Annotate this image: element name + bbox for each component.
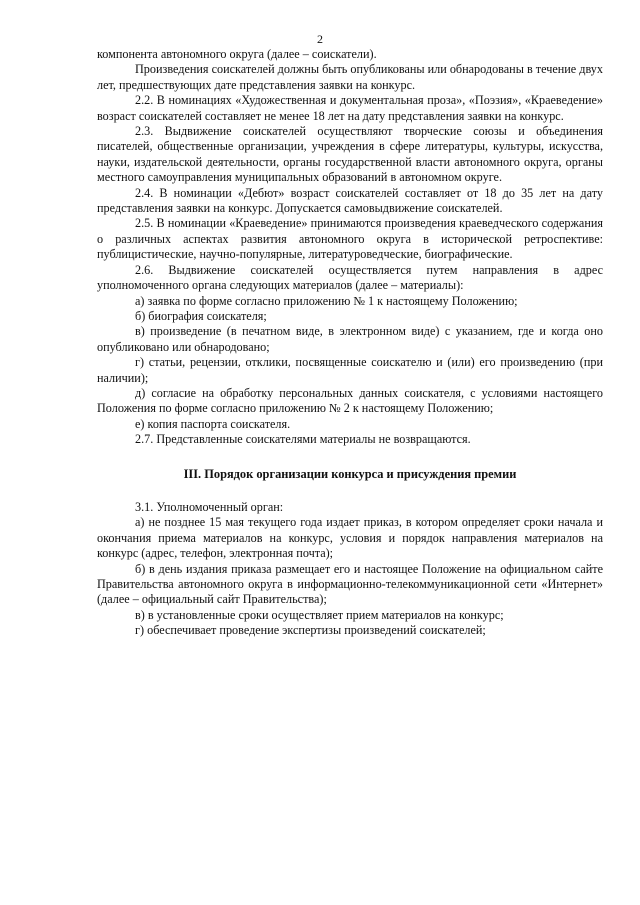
list-item: б) в день издания приказа размещает его и настоящее Положение на официальном сайте Правительства автономного округа в информационно-телекоммуникационной сети «Интернет» (далее – официальный сайт Правительства); [97, 561, 603, 607]
section-heading: III. Порядок организации конкурса и присуждения премии [183, 466, 517, 481]
list-item: е) копия паспорта соискателя. [135, 416, 291, 431]
document-body [97, 47, 603, 639]
paragraph: 2.6. Выдвижение соискателей осуществляется путем направления в адрес уполномоченного органа следующих материалов (далее – материалы): [97, 262, 603, 293]
list-item: в) произведение (в печатном виде, в электронном виде) с указанием, где и когда оно опубликовано или обнародовано; [97, 324, 603, 354]
paragraph: Произведения соискателей должны быть опубликованы или обнародованы в течение двух лет, предшествующих дате представления заявки на конкурс. [97, 62, 603, 92]
paragraph: компонента автономного округа (далее – соискатели). [97, 47, 377, 61]
paragraph: 2.3. Выдвижение соискателей осуществляют творческие союзы и объединения писателей, общественные организации, учреждения в сфере литературы, культуры, искусства, науки, издательской деятельности, органы государственной власти автономного округа, органы местного самоуправления муниципальных образований в автономном округе. [97, 124, 603, 185]
paragraph: 2.2. В номинациях «Художественная и документальная проза», «Поэзия», «Краеведение» возраст соискателей составляет не менее 18 лет на дату представления заявки на конкурс. [97, 93, 603, 123]
list-item: б) биография соискателя; [135, 308, 267, 323]
list-item: г) обеспечивает проведение экспертизы произведений соискателей; [135, 623, 486, 638]
list-item: в) в установленные сроки осуществляет прием материалов на конкурс; [135, 607, 504, 622]
list-item: д) согласие на обработку персональных данных соискателя, с условиями настоящего Положения по форме согласно приложению № 2 к настоящему Положению; [97, 385, 603, 416]
paragraph: 3.1. Уполномоченный орган: [135, 499, 284, 514]
list-item: а) заявка по форме согласно приложению № 1 к настоящему Положению; [135, 293, 518, 308]
paragraph: 2.5. В номинации «Краеведение» принимаются произведения краеведческого содержания о различных аспектах развития автономного округа в исторической ретроспективе: публицистические, научно-популярные, литературоведческие, биографические. [97, 216, 603, 262]
paragraph: 2.4. В номинации «Дебют» возраст соискателей составляет от 18 до 35 лет на дату представления заявки на конкурс. Допускается самовыдвижение соискателей. [97, 185, 603, 216]
list-item: г) статьи, рецензии, отклики, посвященные соискателю и (или) его произведению (при наличии); [97, 355, 603, 385]
list-item: а) не позднее 15 мая текущего года издает приказ, в котором определяет сроки начала и окончания приема материалов на конкурс, условия и порядок направления материалов на конкурс (адрес, телефон, электронная почта); [97, 515, 603, 561]
page-number: 2 [317, 32, 323, 46]
paragraph: 2.7. Представленные соискателями материалы не возвращаются. [135, 432, 471, 447]
